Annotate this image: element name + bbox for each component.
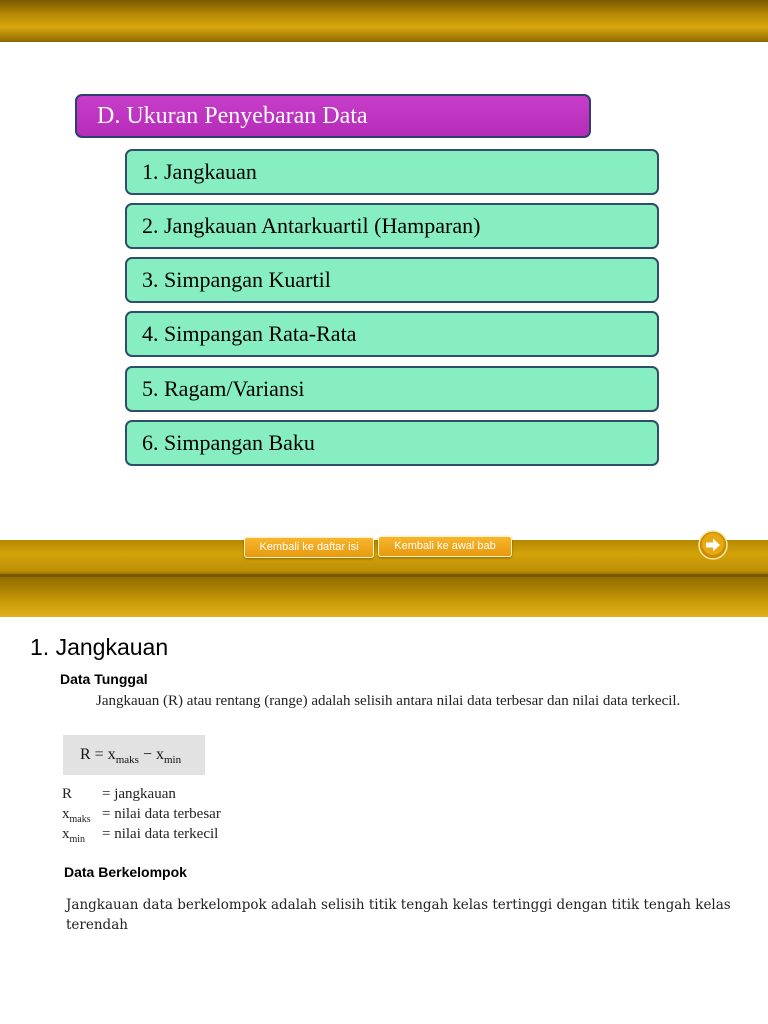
arrow-right-icon	[698, 530, 728, 560]
menu-item-simpangan-baku[interactable]: 6. Simpangan Baku	[125, 420, 659, 466]
formula-minus: − x	[138, 746, 164, 763]
formula-lhs: R = x	[80, 746, 116, 763]
back-to-toc-button[interactable]: Kembali ke daftar isi	[244, 537, 374, 558]
top-gold-bar	[0, 0, 768, 42]
back-to-chapter-button[interactable]: Kembali ke awal bab	[378, 536, 512, 557]
next-slide-button[interactable]	[698, 530, 728, 560]
definition-symbol: R	[62, 786, 73, 802]
grouped-data-heading: Data Berkelompok	[64, 864, 187, 880]
grouped-data-paragraph: Jangkauan data berkelompok adalah selisih titik tengah kelas tertinggi dengan titik tengah kelas terendah	[66, 897, 731, 933]
menu-item-jangkauan-antarkuartil[interactable]: 2. Jangkauan Antarkuartil (Hamparan)	[125, 203, 659, 249]
menu-item-simpangan-kuartil[interactable]: 3. Simpangan Kuartil	[125, 257, 659, 303]
menu-item-ragam-variansi[interactable]: 5. Ragam/Variansi	[125, 366, 659, 412]
bottom-bar-divider	[0, 574, 768, 577]
definition-meaning: = nilai data terbesar	[102, 806, 221, 822]
range-formula	[63, 735, 205, 775]
single-data-heading: Data Tunggal	[60, 671, 148, 687]
definition-symbol: $x_{maks}$	[62, 806, 91, 825]
menu-item-jangkauan[interactable]: 1. Jangkauan	[125, 149, 659, 195]
definition-meaning: = jangkauan	[102, 786, 176, 802]
section-title: D. Ukuran Penyebaran Data	[75, 94, 591, 138]
formula-min-subscript: min	[163, 754, 182, 767]
single-data-paragraph: Jangkauan (R) atau rentang (range) adalah selisih antara nilai data terbesar dan nilai data terkecil.	[96, 693, 681, 709]
menu-item-simpangan-rata-rata[interactable]: 4. Simpangan Rata-Rata	[125, 311, 659, 357]
definition-symbol: $x_{min}$	[62, 826, 86, 845]
document-heading: 1. Jangkauan	[30, 634, 169, 660]
formula-max-subscript: maks	[115, 754, 139, 767]
definition-meaning: = nilai data terkecil	[102, 826, 219, 842]
